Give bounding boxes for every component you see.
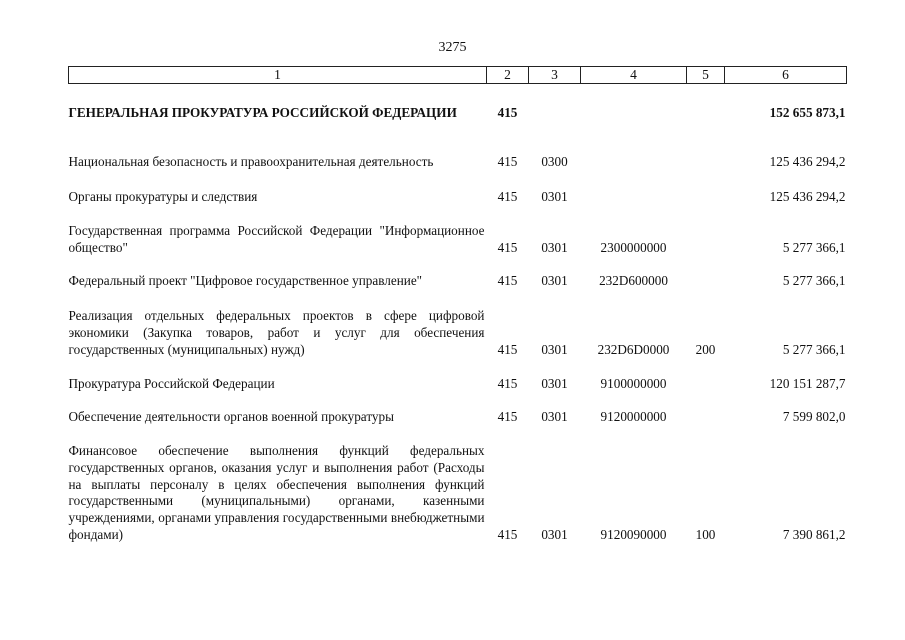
row-ministry: 415 [497,408,518,424]
row-amount: 120 151 287,7 [769,375,846,391]
page-number: 3275 [438,40,467,55]
row-target: 9120090000 [600,526,667,542]
column-number-header [69,67,847,84]
table-row [69,426,847,544]
row-ministry: 415 [497,239,518,255]
column-header: 6 [725,67,847,84]
row-section: 0301 [541,239,568,255]
row-amount: 5 277 366,1 [782,341,846,357]
table-row [69,206,847,257]
row-section: 0301 [541,408,568,424]
row-target: 232D600000 [599,272,668,288]
row-amount: 125 436 294,2 [769,153,846,169]
row-target: 9100000000 [600,375,667,391]
row-expense-type [687,257,725,290]
row-target: 232D6D0000 [597,341,670,357]
row-section: 0301 [541,272,568,288]
row-name: Обеспечение деятельности органов военной прокуратуры [68,408,394,424]
table-row [69,122,847,171]
row-ministry: 415 [497,153,518,169]
row-name: Национальная безопасность и правоохранительная деятельность [68,153,434,169]
column-header: 3 [529,67,581,84]
row-amount: 152 655 873,1 [769,104,846,120]
table-row [69,84,847,122]
row-ministry: 415 [497,375,518,391]
row-ministry: 415 [497,526,518,542]
row-amount: 5 277 366,1 [782,272,846,288]
row-expense-type [687,171,725,206]
row-ministry: 415 [497,272,518,288]
row-amount: 7 390 861,2 [782,526,846,542]
table-row [69,171,847,206]
row-target [581,171,687,206]
row-name: ГЕНЕРАЛЬНАЯ ПРОКУРАТУРА РОССИЙСКОЙ ФЕДЕРАЦИИ [68,104,457,120]
row-expense-type [687,122,725,171]
row-name: Органы прокуратуры и следствия [68,188,258,204]
row-ministry: 415 [497,188,518,204]
row-amount: 7 599 802,0 [782,408,846,424]
row-target [581,122,687,171]
table-row [69,290,847,359]
row-expense-type: 200 [695,341,716,357]
column-header: 4 [581,67,687,84]
row-name: Реализация отдельных федеральных проектов в сфере цифровой экономики (Закупка товаров, работ и услуг для обеспечения государственных (муниципальных) нужд) [68,308,485,357]
row-ministry: 415 [497,104,518,120]
row-amount: 125 436 294,2 [769,188,846,204]
row-section: 0301 [541,526,568,542]
row-expense-type [687,393,725,426]
budget-table [68,66,847,544]
row-expense-type [687,84,725,122]
column-header: 5 [687,67,725,84]
row-section: 0301 [541,341,568,357]
row-section: 0301 [541,188,568,204]
row-target: 2300000000 [600,239,667,255]
row-expense-type [687,206,725,257]
row-section: 0300 [541,153,568,169]
table-row [69,393,847,426]
row-expense-type [687,359,725,393]
row-section [529,84,581,122]
row-name: Финансовое обеспечение выполнения функций федеральных государственных органов, оказания услуг и выполнения работ (Расходы на выплаты персоналу в целях обеспечения выполнения функций государственными (муниципальными) органами, казенными учреждениями, органами управления государственными внебюджетными фондами) [68,443,485,542]
row-target: 9120000000 [600,408,667,424]
row-name: Прокуратура Российской Федерации [68,375,275,391]
table-row [69,257,847,290]
row-name: Государственная программа Российской Федерации "Информационное общество" [68,223,485,255]
column-header: 2 [487,67,529,84]
row-section: 0301 [541,375,568,391]
row-target [581,84,687,122]
row-name: Федеральный проект "Цифровое государственное управление" [68,272,423,288]
row-expense-type: 100 [695,526,716,542]
row-ministry: 415 [497,341,518,357]
column-header: 1 [69,67,487,84]
table-row [69,359,847,393]
row-amount: 5 277 366,1 [782,239,846,255]
